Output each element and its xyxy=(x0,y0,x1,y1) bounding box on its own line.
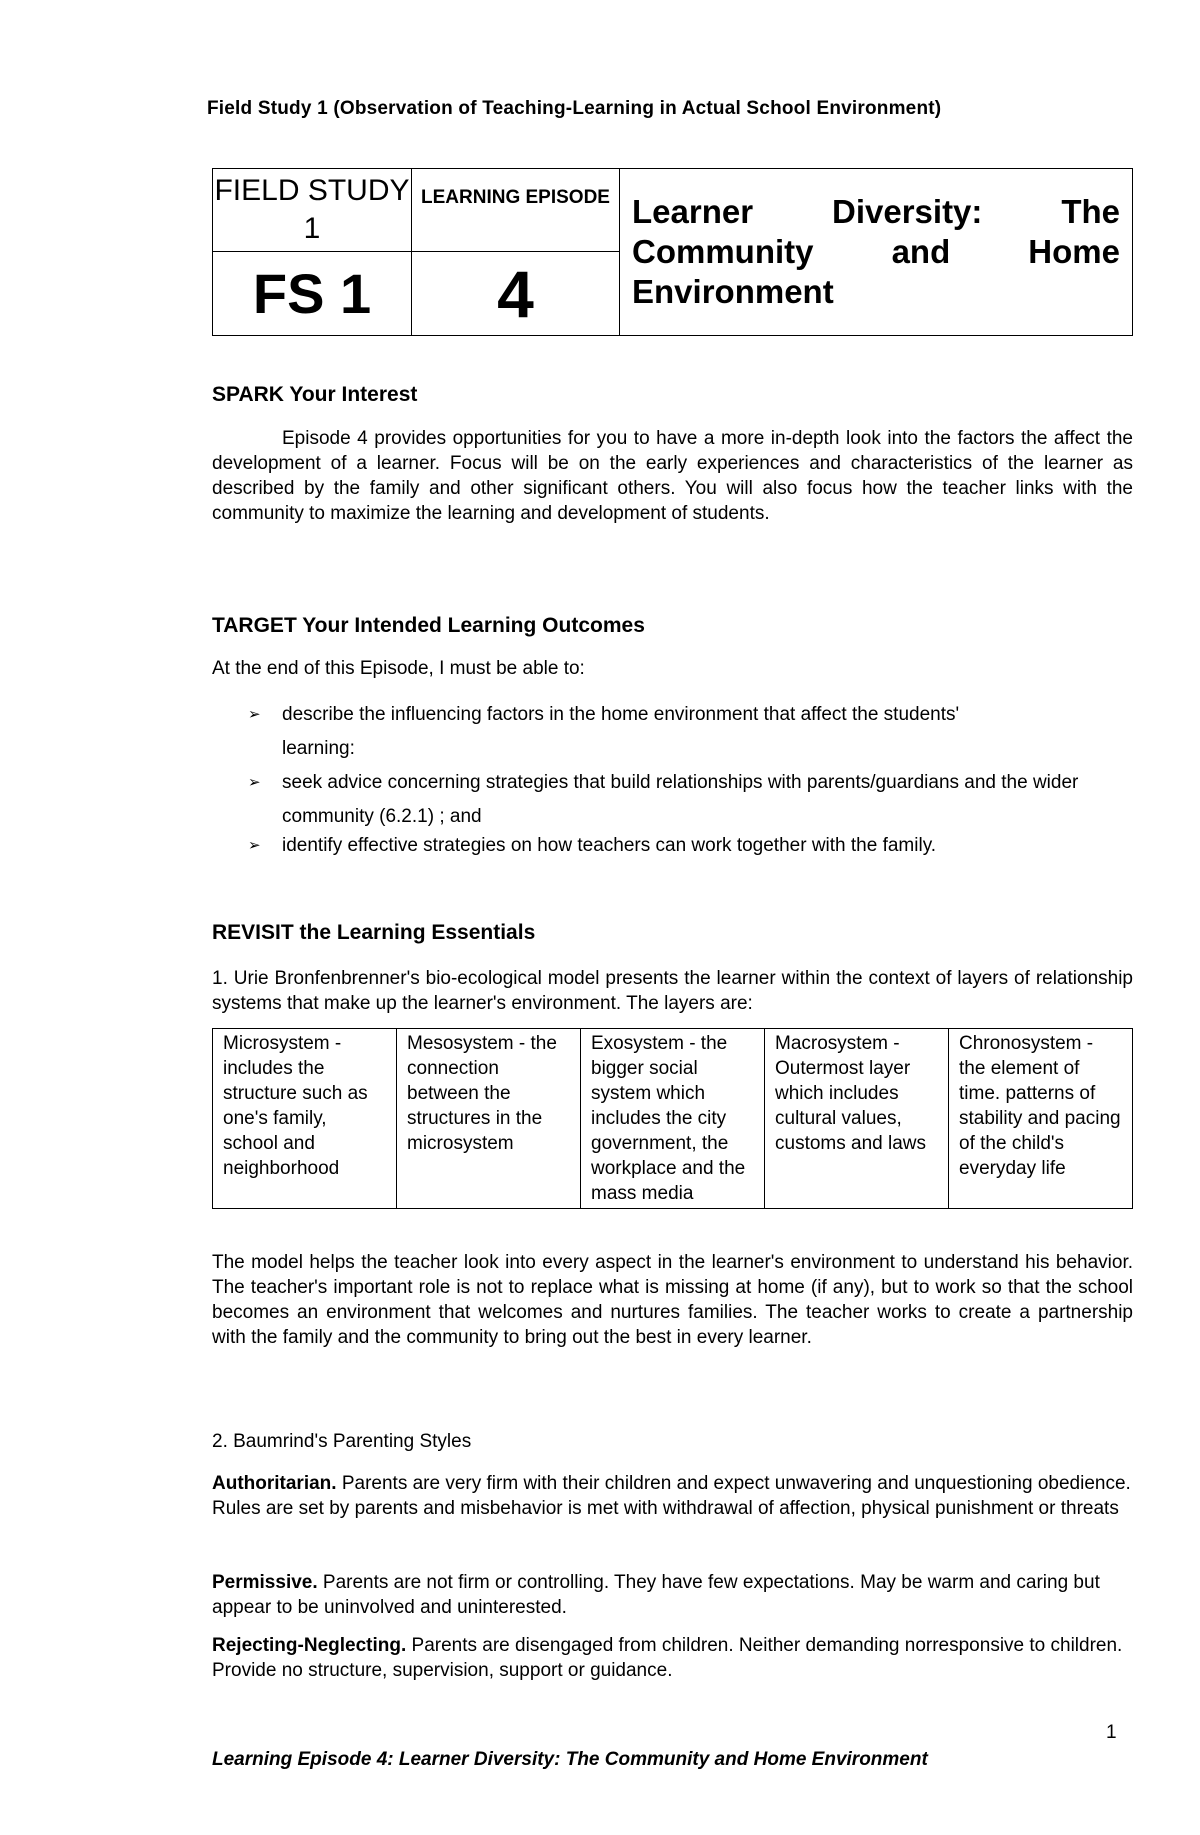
style-description: Parents are very firm with their children and expect unwavering and unquestioning obedience. Rules are set by parents and misbehavior is met with withdrawal of affection, physical punishment or threats xyxy=(212,1473,1131,1519)
arrow-bullet-icon: ➢ xyxy=(248,837,261,854)
running-header: Field Study 1 (Observation of Teaching-Learning in Actual School Environment) xyxy=(207,98,942,119)
style-name: Permissive. xyxy=(212,1572,318,1593)
episode-number: 4 xyxy=(412,252,620,336)
ecological-layers-table xyxy=(212,1028,1133,1209)
list-item-text: describe the influencing factors in the home environment that affect the students' learning: xyxy=(282,704,960,759)
episode-topic: Learner Diversity: The Community and Home Environment xyxy=(620,169,1133,336)
layer-cell-chronosystem: Chronosystem - the element of time. patterns of stability and pacing of the child's everyday life xyxy=(949,1029,1133,1209)
page-number: 1 xyxy=(1106,1722,1117,1743)
arrow-bullet-icon: ➢ xyxy=(248,774,261,791)
layer-cell-exosystem: Exosystem - the bigger social system which includes the city government, the workplace and the mass media xyxy=(581,1029,765,1209)
layer-cell-mesosystem: Mesosystem - the connection between the structures in the microsystem xyxy=(397,1029,581,1209)
list-item xyxy=(212,829,1133,863)
spark-heading: SPARK Your Interest xyxy=(212,383,418,406)
list-item xyxy=(212,766,1133,834)
target-heading: TARGET Your Intended Learning Outcomes xyxy=(212,614,645,637)
field-study-label: FIELD STUDY 1 xyxy=(213,169,412,252)
list-item-text: identify effective strategies on how teachers can work together with the family. xyxy=(282,835,937,856)
revisit-heading: REVISIT the Learning Essentials xyxy=(212,921,536,944)
parenting-style-authoritarian xyxy=(212,1471,1133,1521)
running-footer: Learning Episode 4: Learner Diversity: The Community and Home Environment xyxy=(212,1749,928,1770)
style-name: Rejecting-Neglecting. xyxy=(212,1635,407,1656)
parenting-style-rejecting-neglecting xyxy=(212,1633,1133,1683)
revisit-intro: 1. Urie Bronfenbrenner's bio-ecological model presents the learner within the context of layers of relationship systems that make up the learner's environment. The layers are: xyxy=(212,968,1133,1014)
fs-code: FS 1 xyxy=(213,252,412,336)
style-description: Parents are disengaged from children. Neither demanding norresponsive to children. Provide no structure, supervision, support or guidance. xyxy=(212,1635,1123,1681)
style-description: Parents are not firm or controlling. They have few expectations. May be warm and caring but appear to be uninvolved and uninterested. xyxy=(212,1572,1100,1618)
model-paragraph: The model helps the teacher look into every aspect in the learner's environment to understand his behavior. The teacher's important role is not to replace what is missing at home (if any), but to work so that the school becomes an environment that welcomes and nurtures families. The teacher works to create a partnership with the family and the community to bring out the best in every learner. xyxy=(212,1252,1133,1348)
layer-cell-macrosystem: Macrosystem - Outermost layer which includes cultural values, customs and laws xyxy=(765,1029,949,1209)
episode-title-block xyxy=(212,168,1133,336)
spark-body: Episode 4 provides opportunities for you to have a more in-depth look into the factors the affect the development of a learner. Focus will be on the early experiences and characteristics of the learner as described by the family and other significant others. You will also focus how the teacher links with the community to maximize the learning and development of students. xyxy=(212,428,1133,524)
arrow-bullet-icon: ➢ xyxy=(248,706,261,723)
layer-cell-microsystem: Microsystem - includes the structure such as one's family, school and neighborhood xyxy=(213,1029,397,1209)
target-intro: At the end of this Episode, I must be able to: xyxy=(212,658,585,679)
style-name: Authoritarian. xyxy=(212,1473,337,1494)
learning-episode-label: LEARNING EPISODE xyxy=(412,169,620,252)
list-item-text: seek advice concerning strategies that build relationships with parents/guardians and the wider community (6.2.1) ; and xyxy=(282,772,1079,827)
outcome-list xyxy=(212,698,1133,863)
list-item xyxy=(212,698,1133,766)
parenting-style-permissive xyxy=(212,1570,1133,1620)
baumrind-heading: 2. Baumrind's Parenting Styles xyxy=(212,1431,472,1452)
